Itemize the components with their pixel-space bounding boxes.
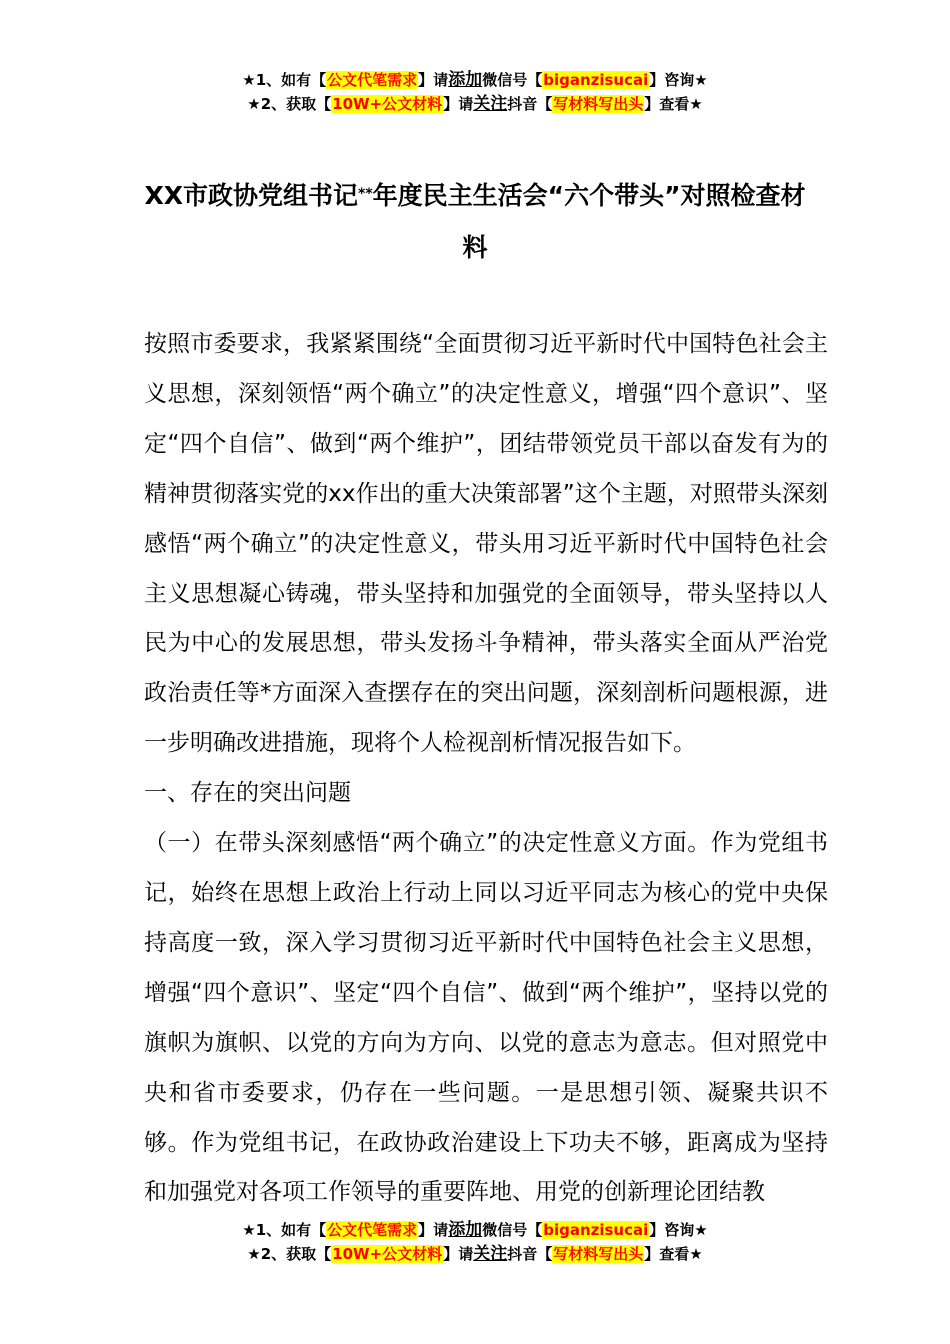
- promo-text: 微信号【: [482, 71, 543, 89]
- promo-wechat-id: biganzisucai: [543, 71, 649, 89]
- promo-douyin-id: 写材料写出头: [553, 1245, 644, 1263]
- promo-highlight: 公文代笔需求: [327, 1221, 418, 1239]
- promo-line-2: [0, 92, 950, 116]
- section-heading: 一、存在的突出问题: [144, 780, 351, 807]
- title-text: XX市政协党组书记: [144, 181, 359, 210]
- promo-text: 】查看★: [644, 95, 703, 113]
- promo-douyin-id: 写材料写出头: [553, 95, 644, 113]
- promo-wechat-id: biganzisucai: [543, 1221, 649, 1239]
- promo-line-2: [0, 1242, 950, 1266]
- title-asterisks: **: [358, 186, 373, 202]
- promo-line-1: [0, 68, 950, 92]
- promo-emphasis: 关注: [473, 1244, 508, 1264]
- footer-promo-banner: [0, 1218, 950, 1266]
- promo-emphasis: 添加: [448, 1220, 483, 1240]
- promo-line-1: [0, 1218, 950, 1242]
- promo-text: 】请: [418, 71, 449, 89]
- promo-text: ★1、如有【: [242, 1221, 327, 1239]
- promo-text: 抖音【: [507, 95, 553, 113]
- promo-text: ★2、获取【: [247, 1245, 332, 1263]
- promo-text: 】咨询★: [649, 71, 708, 89]
- title-text: 年度民主生活会“六个带头”对照检查材料: [372, 181, 806, 262]
- document-title: [140, 170, 810, 274]
- promo-emphasis: 添加: [448, 70, 483, 90]
- body-paragraph: （一）在带头深刻感悟“两个确立”的决定性意义方面。作为党组书记，始终在思想上政治上行动上同以习近平同志为核心的党中央保持高度一致，深入学习贯彻习近平新时代中国特色社会主义思想，增强“四个意识”、坚定“四个自信”、做到“两个维护”，坚持以党的旗帜为旗帜、以党的方向为方向、以党的意志为意志。但对照党中央和省市委要求，仍存在一些问题。一是思想引领、凝聚共识不够。作为党组书记，在政协政治建设上下功夫不够，距离成为坚持和加强党对各项工作领导的重要阵地、用党的创新理论团结教: [144, 830, 828, 1206]
- promo-text: 】咨询★: [649, 1221, 708, 1239]
- promo-emphasis: 关注: [473, 94, 508, 114]
- promo-highlight: 公文代笔需求: [327, 71, 418, 89]
- promo-highlight: 10W+公文材料: [332, 1245, 443, 1263]
- promo-text: ★2、获取【: [247, 95, 332, 113]
- promo-highlight: 10W+公文材料: [332, 95, 443, 113]
- promo-text: 】请: [418, 1221, 449, 1239]
- promo-text: 】请: [443, 95, 474, 113]
- promo-text: 】查看★: [644, 1245, 703, 1263]
- header-promo-banner: [0, 68, 950, 116]
- promo-text: 】请: [443, 1245, 474, 1263]
- promo-text: ★1、如有【: [242, 71, 327, 89]
- document-body: [144, 320, 828, 1218]
- promo-text: 微信号【: [482, 1221, 543, 1239]
- body-paragraph: 按照市委要求，我紧紧围绕“全面贯彻习近平新时代中国特色社会主义思想，深刻领悟“两个确立”的决定性意义，增强“四个意识”、坚定“四个自信”、做到“两个维护”，团结带领党员干部以奋发有为的精神贯彻落实党的xx作出的重大决策部署”这个主题，对照带头深刻感悟“两个确立”的决定性意义，带头用习近平新时代中国特色社会主义思想凝心铸魂，带头坚持和加强党的全面领导，带头坚持以人民为中心的发展思想，带头发扬斗争精神，带头落实全面从严治党政治责任等*方面深入查摆存在的突出问题，深刻剖析问题根源，进一步明确改进措施，现将个人检视剖析情况报告如下。: [144, 331, 828, 757]
- promo-text: 抖音【: [507, 1245, 553, 1263]
